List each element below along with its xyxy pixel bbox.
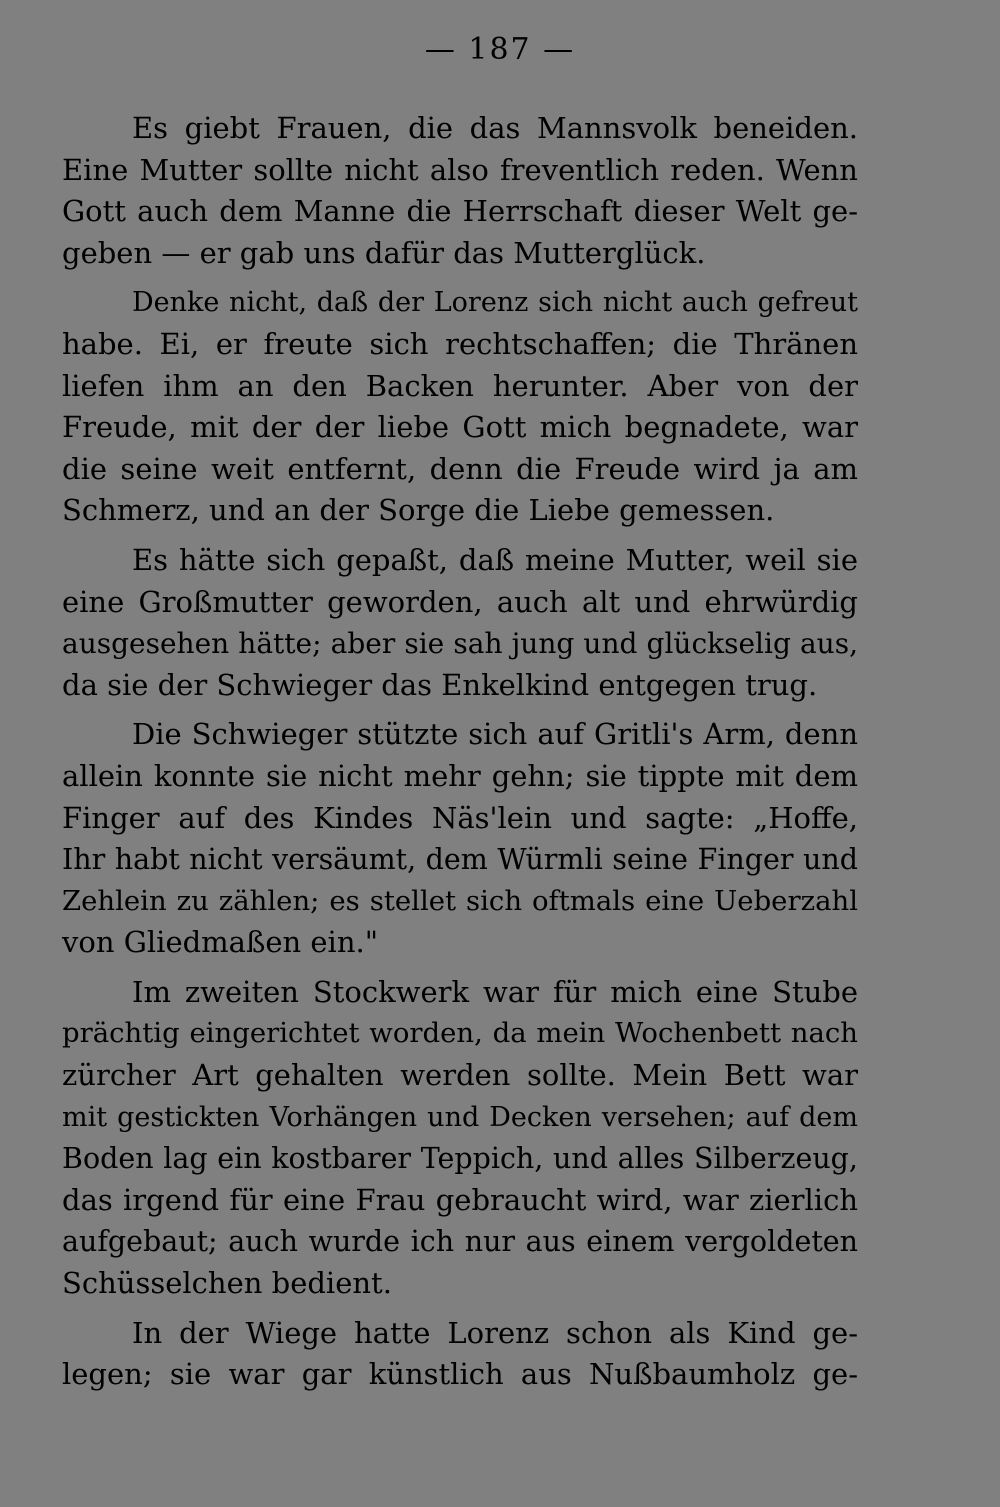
text-line: Es giebt Frauen, die das Mannsvolk beneiden. xyxy=(132,111,858,145)
text-line: Schüsselchen bedient. xyxy=(62,1266,392,1301)
text-line: In der Wiege hatte Lorenz schon als Kind ge- xyxy=(132,1315,858,1350)
paragraph xyxy=(62,714,858,964)
text-line: Ihr habt nicht versäumt, dem Würmli seine Finger und xyxy=(62,843,858,877)
paragraph xyxy=(62,108,858,274)
paragraph xyxy=(62,972,858,1305)
text-line: Schmerz, und an der Sorge die Liebe gemessen. xyxy=(62,493,775,528)
text-line: Freude, mit der der liebe Gott mich begnadete, war xyxy=(62,410,858,445)
text-line: Es hätte sich gepaßt, daß meine Mutter, weil sie xyxy=(132,542,858,577)
text-line: ausgesehen hätte; aber sie sah jung und glückselig aus, xyxy=(62,627,858,661)
text-line: Eine Mutter sollte nicht also freventlich reden. Wenn xyxy=(62,152,858,187)
text-line: prächtig eingerichtet worden, da mein Wochenbett nach xyxy=(62,1017,858,1050)
text-line: mit gestickten Vorhängen und Decken versehen; auf dem xyxy=(62,1101,858,1133)
text-line: das irgend für eine Frau gebraucht wird, war zierlich xyxy=(62,1182,858,1217)
body-text xyxy=(62,108,858,1404)
text-line: zürcher Art gehalten werden sollte. Mein Bett war xyxy=(62,1058,858,1093)
text-line: Boden lag ein kostbarer Teppich, und alles Silberzeug, xyxy=(62,1142,858,1176)
text-line: habe. Ei, er freute sich rechtschaffen; die Thränen xyxy=(62,326,858,361)
text-line: Im zweiten Stockwerk war für mich eine Stube xyxy=(132,974,858,1009)
text-line: geben — er gab uns dafür das Mutterglück. xyxy=(62,235,706,270)
paragraph xyxy=(62,1313,858,1396)
text-line: von Gliedmaßen ein." xyxy=(62,925,379,960)
text-line: da sie der Schwieger das Enkelkind entgegen trug. xyxy=(62,667,818,702)
text-line: Zehlein zu zählen; es stellet sich oftmals eine Ueberzahl xyxy=(62,884,858,917)
paragraph xyxy=(62,540,858,706)
text-line: die seine weit entfernt, denn die Freude wird ja am xyxy=(62,451,858,486)
text-line: Gott auch dem Manne die Herrschaft dieser Welt ge- xyxy=(62,194,858,229)
text-line: allein konnte sie nicht mehr gehn; sie tippte mit dem xyxy=(62,758,858,793)
text-line: Finger auf des Kindes Näs'lein und sagte: „Hoffe, xyxy=(62,800,858,835)
text-line: aufgebaut; auch wurde ich nur aus einem vergoldeten xyxy=(62,1225,858,1259)
paragraph xyxy=(62,282,858,532)
text-line: Die Schwieger stützte sich auf Gritli's Arm, denn xyxy=(132,717,858,752)
text-line: liefen ihm an den Backen herunter. Aber von der xyxy=(62,368,858,403)
text-line: legen; sie war gar künstlich aus Nußbaumholz ge- xyxy=(62,1357,858,1392)
text-line: eine Großmutter geworden, auch alt und ehrwürdig xyxy=(62,584,858,619)
page-number: — 187 — xyxy=(424,32,576,67)
text-line: Denke nicht, daß der Lorenz sich nicht auch gefreut xyxy=(132,287,858,319)
